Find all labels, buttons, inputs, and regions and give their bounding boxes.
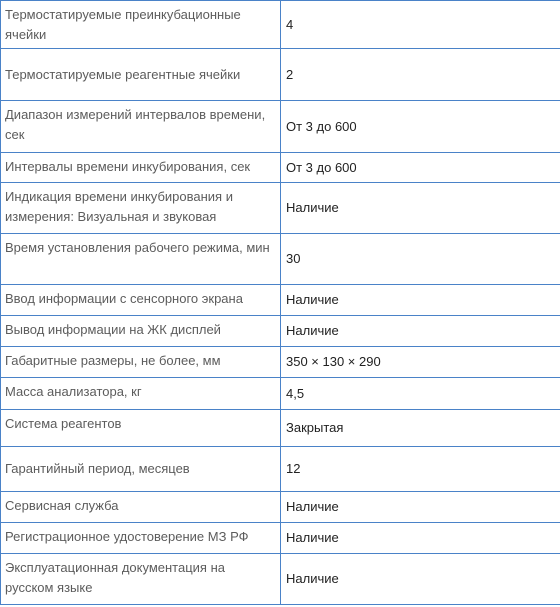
param-cell: Ввод информации с сенсорного экрана [1,285,281,316]
table-row [1,153,560,183]
param-cell: Эксплуатационная документация на русском языке [1,554,281,605]
table-row [1,378,560,410]
param-cell: Термостатируемые преинкубационные ячейки [1,1,281,49]
value-cell: 12 [281,447,560,492]
value-cell: От 3 до 600 [281,101,560,153]
value-cell: 4 [281,1,560,49]
table-row [1,347,560,378]
param-cell: Масса анализатора, кг [1,378,281,410]
value-cell: Наличие [281,554,560,605]
table-row [1,1,560,49]
param-cell: Диапазон измерений интервалов времени, сек [1,101,281,153]
table-row [1,410,560,447]
param-cell: Система реагентов [1,410,281,447]
value-cell: Наличие [281,492,560,523]
value-cell: Наличие [281,183,560,234]
value-cell: Закрытая [281,410,560,447]
table-row [1,316,560,347]
param-cell: Вывод информации на ЖК дисплей [1,316,281,347]
table-row [1,447,560,492]
value-cell: От 3 до 600 [281,153,560,183]
value-cell: Наличие [281,316,560,347]
table-row [1,49,560,101]
param-cell: Время установления рабочего режима, мин [1,234,281,285]
table-row [1,234,560,285]
param-cell: Габаритные размеры, не более, мм [1,347,281,378]
value-cell: 2 [281,49,560,101]
param-cell: Сервисная служба [1,492,281,523]
param-cell: Индикация времени инкубирования и измерения: Визуальная и звуковая [1,183,281,234]
table-row [1,101,560,153]
table-row [1,285,560,316]
value-cell: 350 × 130 × 290 [281,347,560,378]
table-row [1,492,560,523]
value-cell: Наличие [281,523,560,554]
param-cell: Интервалы времени инкубирования, сек [1,153,281,183]
table-row [1,183,560,234]
param-cell: Гарантийный период, месяцев [1,447,281,492]
param-cell: Регистрационное удостоверение МЗ РФ [1,523,281,554]
table-row [1,523,560,554]
table-row [1,554,560,605]
value-cell: 4,5 [281,378,560,410]
value-cell: 30 [281,234,560,285]
value-cell: Наличие [281,285,560,316]
param-cell: Термостатируемые реагентные ячейки [1,49,281,101]
